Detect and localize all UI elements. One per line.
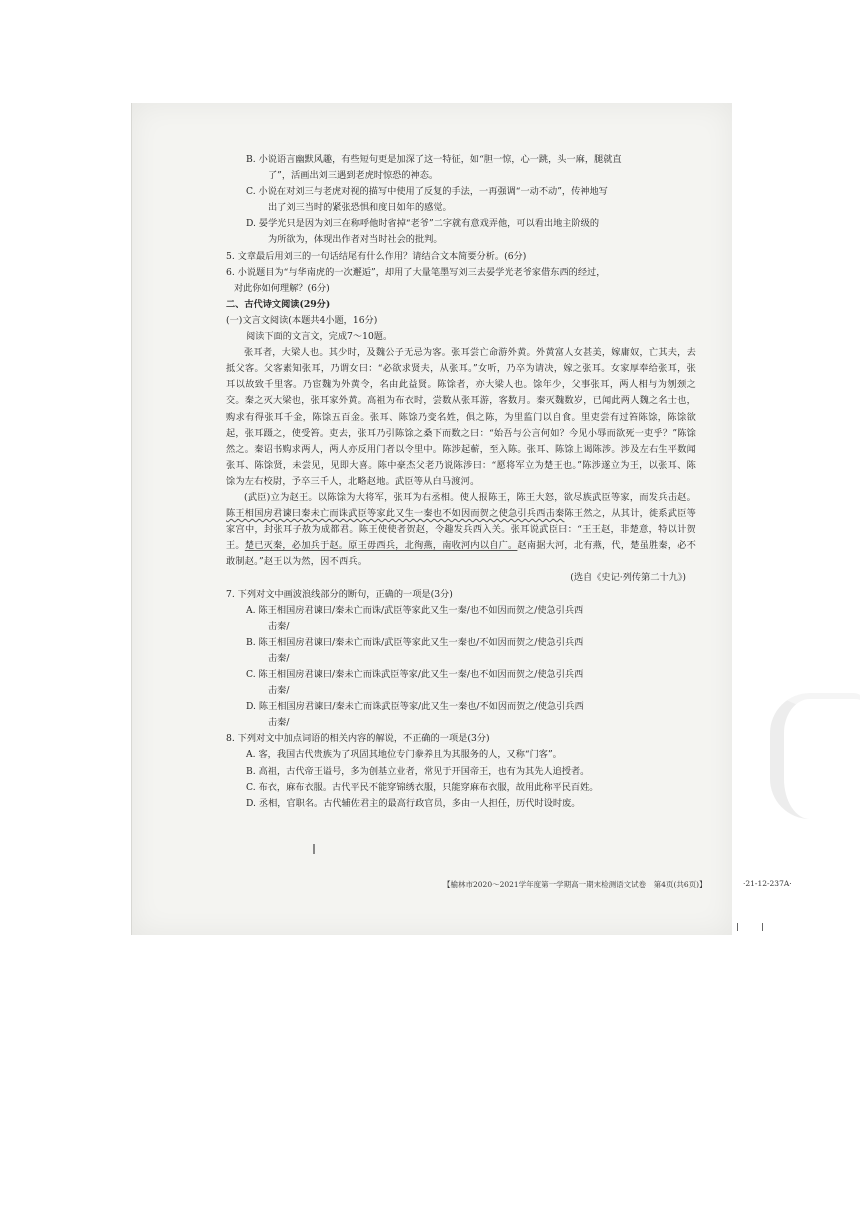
question-6-line1: 6. 小说题目为“与华南虎的一次邂逅”，却用了大量笔墨写刘三去晏学光老爷家借东西的经过， (226, 266, 606, 278)
q7-option-d-line2: 击秦/ (268, 717, 290, 729)
subsection-heading: (一)文言文阅读(本题共4小题，16分) (226, 314, 378, 326)
q8-option-b: B. 高祖，古代帝王谥号，多为创基立业者，常见于开国帝王，也有为其先人追授者。 (246, 765, 590, 777)
passage-source: (选自《史记·列传第二十九》) (570, 572, 686, 584)
reading-instruction: 阅读下面的文言文，完成7～10题。 (246, 331, 393, 343)
footer-title: 【榆林市2020～2021学年度第一学期高一期末检测语文试卷 第4页(共6页)】 (443, 880, 707, 889)
option-c-line2: 出了刘三当时的紧张恐惧和度日如年的感觉。 (268, 202, 452, 214)
q7-option-c-line2: 击秦/ (268, 685, 290, 697)
scan-mark (737, 923, 738, 931)
underlined-sentence: 楚已灭秦，必加兵于赵。 (244, 540, 349, 552)
q7-option-a-line2: 击秦/ (268, 620, 290, 632)
passage-paragraph-1: 张耳者，大梁人也。其少时，及魏公子无忌为客。张耳尝亡命游外黄。外黄富人女甚美，嫁庸奴，亡其夫，去抵父客。父客素知张耳，乃谓女曰：“必欲求贤夫，从张耳。”女听，乃卒为请决，嫁之张耳。女家厚奉给张耳，张耳以故致千里客。乃宦魏为外黄令，名由此益贤。陈馀者，亦大梁人也。馀年少，父事张耳，两人相与为刎颈之交。秦之灭大梁也，张耳家外黄。高祖为布衣时，尝数从张耳游，客数月。秦灭魏数岁，已闻此两人魏之名士也，购求有得张耳千金，陈馀五百金。张耳、陈馀乃变名姓，俱之陈，为里监门以自食。里吏尝有过笞陈馀，陈馀欲起，张耳蹑之，使受笞。吏去，张耳乃引陈馀之桑下而数之曰：“始吾与公言何如？今见小辱而欲死一吏乎？”陈馀然之。秦诏书购求两人，两人亦反用门者以令里中。陈涉起蕲，至入陈。张耳、陈馀上谒陈涉。涉及左右生平数闻张耳、陈馀贤，未尝见，见即大喜。陈中豪杰父老乃说陈涉曰：“愿将军立为楚王也。”陈涉遂立为王，以张耳、陈馀为左右校尉，予卒三千人，北略赵地。武臣等从白马渡河。 (226, 347, 696, 487)
show-through-mark (770, 693, 860, 819)
option-c-line1: C. 小说在对刘三与老虎对视的描写中使用了反复的手法，一再强调“一动不动”，传神地写 (246, 186, 608, 198)
exam-content (226, 152, 696, 812)
question-6-line2: 对此你如何理解？(6分) (234, 282, 330, 294)
q7-option-b-line1: B. 陈王相国房君谏曰/秦未亡而诛/武臣等家此又生一秦也/不如因而贺之/使急引兵西 (246, 636, 584, 648)
q7-option-b-line2: 击秦/ (268, 652, 290, 664)
q8-option-c: C. 布衣，麻布衣服。古代平民不能穿锦绣衣服，只能穿麻布衣服，故用此称平民百姓。 (246, 781, 599, 793)
question-5: 5. 文章最后用刘三的一句话结尾有什么作用？请结合文本简要分析。(6分) (226, 250, 527, 262)
passage-text: 赵南据大河，北有燕，代，楚虽胜秦，必不敢制赵。”赵王以为然，因不西兵。 (226, 540, 697, 568)
q7-option-d-line1: D. 陈王相国房君谏曰/秦未亡而诛武臣等家/此又生一秦也/不如因而贺之/使急引兵西 (246, 701, 584, 713)
section-heading: 二、古代诗文阅读(29分) (226, 298, 331, 310)
option-b-line2: 了”，活画出刘三遇到老虎时惊恐的神态。 (268, 170, 439, 182)
q8-option-d: D. 丞相，官职名。古代辅佐君主的最高行政官员，多由一人担任，历代时设时废。 (246, 797, 581, 809)
footer-code: ·21-12-237A· (743, 879, 792, 888)
passage-paragraph-2 (226, 490, 696, 570)
option-d-line1: D. 晏学光只是因为刘三在称呼他时省掉“老爷”二字就有意戏弄他，可以看出地主阶级的 (246, 218, 600, 230)
q7-option-a-line1: A. 陈王相国房君谏曰/秦未亡而诛/武臣等家此又生一秦/也不如因而贺之/使急引兵西 (246, 604, 584, 616)
question-8: 8. 下列对文中加点词语的相关内容的解说，不正确的一项是(3分) (226, 733, 490, 745)
q8-option-a: A. 客，我国古代贵族为了巩固其地位专门豢养且为其服务的人，又称“门客”。 (246, 749, 562, 761)
passage-text: (武臣)立为赵王。以陈馀为大将军，张耳为右丞相。使人报陈王，陈王大怒，欲尽族武臣等家，而发兵击赵。 (244, 491, 696, 503)
underlined-sentence: 原王毋西兵，北徇燕，南收河内以自广。 (348, 540, 518, 552)
passage-text: 陈王然之，从其计，徙系武臣等家宫中，封张耳子敖为成都君。陈王使使者贺赵，令趣发兵西入关。张耳说武臣曰：“王王赵，非楚意，特以计贺王。 (226, 508, 696, 552)
option-b-line1: B. 小说语言幽默风趣，有些短句更是加深了这一特征，如“胆一惊，心一跳，头一麻，腿就直 (246, 154, 622, 165)
question-7: 7. 下列对文中画波浪线部分的断句，正确的一项是(3分) (226, 588, 453, 600)
page-footer (443, 879, 860, 890)
option-d-line2: 为所欲为，体现出作者对当时社会的批判。 (268, 234, 443, 246)
wavy-underlined-passage: 陈王相国房君谏曰秦未亡而诛武臣等家此又生一秦也不如因而贺之使急引兵西击秦 (226, 508, 565, 520)
scan-mark (762, 923, 763, 931)
q7-option-c-line1: C. 陈王相国房君谏曰/秦未亡而诛武臣等家/此又生一秦/也不如因而贺之/使急引兵西 (246, 669, 584, 680)
scan-mark (313, 844, 315, 854)
